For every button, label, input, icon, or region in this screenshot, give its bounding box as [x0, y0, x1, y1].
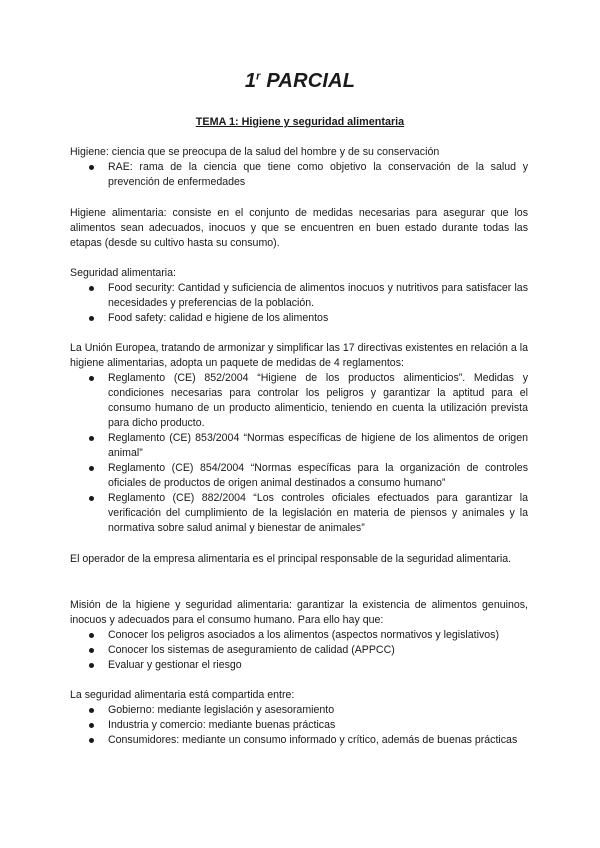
title-superscript: r: [256, 70, 261, 83]
list-item: Evaluar y gestionar el riesgo: [108, 658, 528, 673]
section-higiene-alimentaria: [70, 206, 528, 251]
title-text: PARCIAL: [260, 70, 356, 92]
section-seguridad: [70, 266, 528, 326]
list-item: Conocer los peligros asociados a los alimentos (aspectos normativos y legislativos): [108, 628, 528, 643]
list-item: Gobierno: mediante legislación y asesoramiento: [108, 703, 528, 718]
list-item: Reglamento (CE) 882/2004 “Los controles oficiales efectuados para garantizar la verificación del cumplimiento de la legislación en materia de piensos y animales y la normativa sobre salud animal y bienestar de animales”: [108, 492, 528, 534]
paragraph-seguridad: Seguridad alimentaria:: [70, 267, 176, 279]
section-operador: [70, 552, 528, 567]
list-higiene: [70, 160, 528, 190]
list-seguridad: [70, 281, 528, 326]
paragraph-higiene-alimentaria: Higiene alimentaria: consiste en el conjunto de medidas necesarias para asegurar que los alimentos sean adecuados, inocuos y que se encuentren en buen estado durante todas las etapas (desde su cultivo hasta su consumo).: [70, 207, 528, 249]
paragraph-compartida: La seguridad alimentaria está compartida entre:: [70, 689, 295, 701]
list-item: Food security: Cantidad y suficiencia de alimentos inocuos y nutritivos para satisfacer las necesidades y preferencias de la población.: [108, 282, 528, 309]
section-union-europea: [70, 341, 528, 536]
list-mision: [70, 628, 528, 673]
list-reglamentos: [70, 371, 528, 536]
title-number: 1: [244, 70, 257, 92]
paragraph-union-europea: La Unión Europea, tratando de armonizar y simplificar las 17 directivas existentes en relación a la higiene alimentarias, adopta un paquete de medidas de 4 reglamentos:: [70, 342, 528, 369]
list-item: Food safety: calidad e higiene de los alimentos: [108, 311, 528, 326]
paragraph-mision: Misión de la higiene y seguridad alimentaria: garantizar la existencia de alimentos genuinos, inocuos y adecuados para el consumo humano. Para ello hay que:: [70, 599, 528, 626]
list-item: Industria y comercio: mediante buenas prácticas: [108, 718, 528, 733]
section-heading: TEMA 1: Higiene y seguridad alimentaria: [195, 116, 405, 128]
paragraph-operador: El operador de la empresa alimentaria es el principal responsable de la seguridad alimentaria.: [70, 553, 512, 565]
list-item: Reglamento (CE) 852/2004 “Higiene de los productos alimenticios”. Medidas y condiciones necesarias para controlar los peligros y garantizar la aptitud para el consumo humano de un producto alimenticio, teniendo en cuenta la utilización prevista para dicho producto.: [108, 372, 528, 429]
section-higiene: [70, 145, 528, 190]
list-compartida: [70, 703, 528, 748]
list-item: Reglamento (CE) 853/2004 “Normas específicas de higiene de los alimentos de origen animal”: [108, 432, 528, 459]
document-title: [0, 70, 600, 93]
section-mision: [70, 598, 528, 673]
list-item: Conocer los sistemas de aseguramiento de calidad (APPCC): [108, 643, 528, 658]
paragraph-higiene: Higiene: ciencia que se preocupa de la salud del hombre y de su conservación: [70, 146, 440, 158]
list-item: Consumidores: mediante un consumo informado y crítico, además de buenas prácticas: [108, 733, 528, 748]
section-compartida: [70, 688, 528, 748]
list-item: Reglamento (CE) 854/2004 “Normas específicas para la organización de controles oficiales de productos de origen animal destinados a consumo humano”: [108, 462, 528, 489]
list-item: RAE: rama de la ciencia que tiene como objetivo la conservación de la salud y prevención de enfermedades: [108, 161, 528, 188]
